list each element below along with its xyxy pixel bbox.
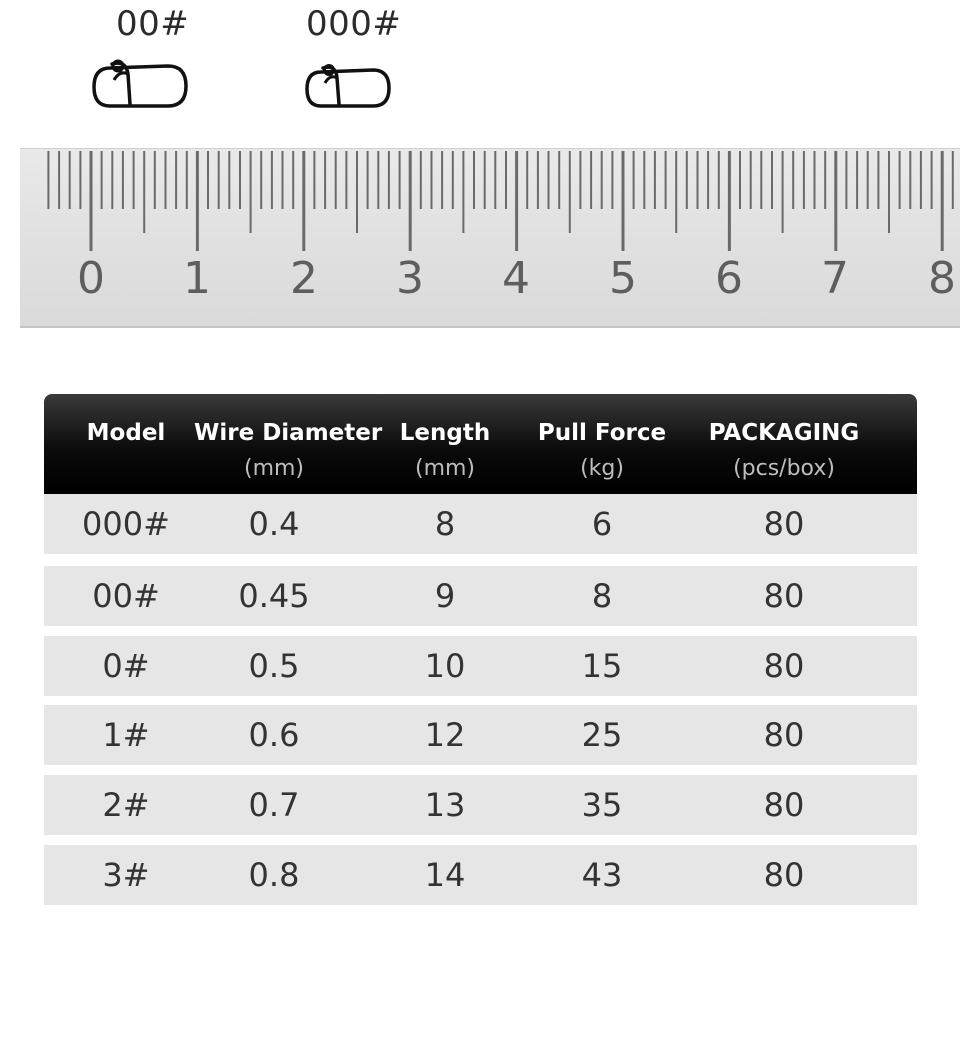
cell-pull-force: 8 bbox=[591, 577, 613, 615]
cell-length: 9 bbox=[434, 577, 456, 615]
cell-pull-force: 25 bbox=[581, 716, 623, 754]
ruler-number-3: 3 bbox=[396, 253, 424, 304]
header-length-unit: (mm) bbox=[414, 456, 476, 481]
header-wire-diameter-unit: (mm) bbox=[243, 456, 305, 481]
cell-wire-diameter: 0.4 bbox=[248, 505, 300, 543]
cell-wire-diameter: 0.45 bbox=[238, 577, 310, 615]
ruler-number-7: 7 bbox=[821, 253, 849, 304]
header-model-title: Model bbox=[86, 420, 166, 446]
cell-wire-diameter: 0.5 bbox=[248, 647, 300, 685]
table-row bbox=[44, 566, 917, 626]
size-label-00: 00# bbox=[116, 4, 190, 44]
header-length-title: Length bbox=[399, 420, 491, 446]
ruler-number-2: 2 bbox=[290, 253, 318, 304]
ruler-number-1: 1 bbox=[183, 253, 211, 304]
header-pull-force-title: Pull Force bbox=[537, 420, 667, 446]
ruler-number-4: 4 bbox=[502, 253, 530, 304]
cell-length: 8 bbox=[434, 505, 456, 543]
header-wire-diameter-title: Wire Diameter bbox=[194, 420, 383, 446]
cell-wire-diameter: 0.8 bbox=[248, 856, 300, 894]
cell-packaging: 80 bbox=[763, 647, 805, 685]
cell-packaging: 80 bbox=[763, 505, 805, 543]
header-model bbox=[70, 394, 182, 494]
ruler-number-8: 8 bbox=[928, 253, 956, 304]
cell-model: 0# bbox=[102, 647, 150, 685]
size-label-000: 000# bbox=[306, 4, 402, 44]
cell-length: 10 bbox=[424, 647, 466, 685]
header-packaging-title: PACKAGING bbox=[708, 420, 860, 446]
header-wire-diameter bbox=[194, 394, 383, 494]
cell-wire-diameter: 0.6 bbox=[248, 716, 300, 754]
measuring-ruler bbox=[20, 148, 960, 328]
cell-packaging: 80 bbox=[763, 577, 805, 615]
cell-length: 14 bbox=[424, 856, 466, 894]
cell-packaging: 80 bbox=[763, 856, 805, 894]
cell-length: 13 bbox=[424, 786, 466, 824]
cell-pull-force: 6 bbox=[591, 505, 613, 543]
cell-pull-force: 43 bbox=[581, 856, 623, 894]
cell-length: 12 bbox=[424, 716, 466, 754]
table-row bbox=[44, 845, 917, 905]
spec-table bbox=[44, 394, 917, 894]
ruler-number-0: 0 bbox=[77, 253, 105, 304]
cell-pull-force: 15 bbox=[581, 647, 623, 685]
table-row bbox=[44, 494, 917, 554]
cell-packaging: 80 bbox=[763, 786, 805, 824]
cell-model: 3# bbox=[102, 856, 150, 894]
cell-packaging: 80 bbox=[763, 716, 805, 754]
table-header bbox=[44, 394, 917, 494]
header-pull-force bbox=[532, 394, 672, 494]
cell-model: 1# bbox=[102, 716, 150, 754]
header-length bbox=[374, 394, 516, 494]
cell-wire-diameter: 0.7 bbox=[248, 786, 300, 824]
ruler-number-6: 6 bbox=[715, 253, 743, 304]
table-row bbox=[44, 636, 917, 696]
cell-pull-force: 35 bbox=[581, 786, 623, 824]
snap-clip-00-icon bbox=[90, 56, 190, 116]
cell-model: 00# bbox=[92, 577, 160, 615]
header-packaging-unit: (pcs/box) bbox=[733, 456, 835, 481]
header-pull-force-unit: (kg) bbox=[580, 456, 624, 481]
header-packaging bbox=[684, 394, 884, 494]
cell-model: 2# bbox=[102, 786, 150, 824]
ruler-number-5: 5 bbox=[609, 253, 637, 304]
table-row bbox=[44, 775, 917, 835]
cell-model: 000# bbox=[82, 505, 170, 543]
snap-clip-000-icon bbox=[303, 56, 395, 116]
table-row bbox=[44, 705, 917, 765]
